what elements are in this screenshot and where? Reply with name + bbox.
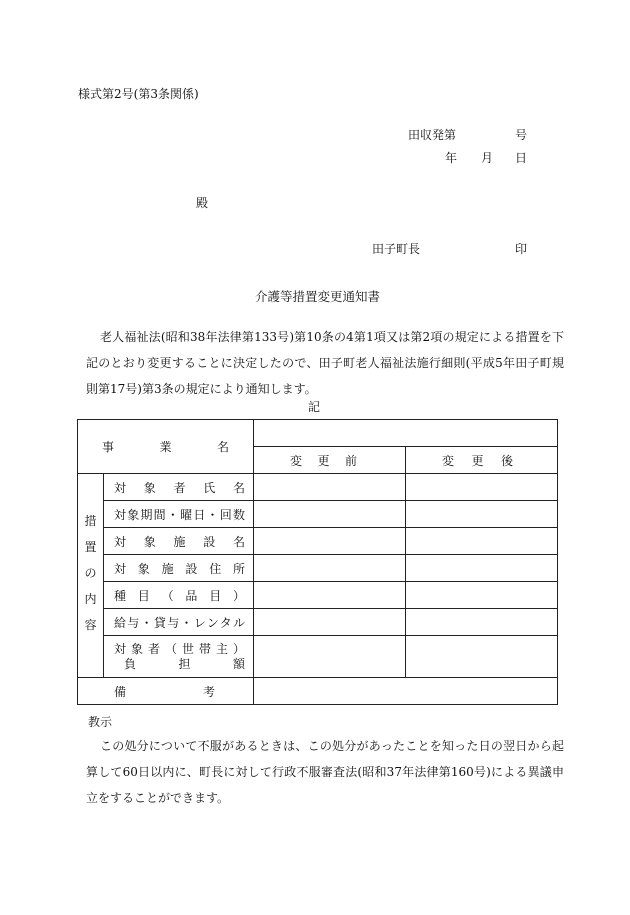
document-number-prefix: 田収発第 (408, 128, 457, 142)
cell-after (406, 528, 558, 555)
measure-content-char: 置 (84, 539, 97, 554)
notice-heading: 教示 (88, 715, 113, 729)
remarks-value (254, 678, 558, 705)
notice-paragraph: この処分について不服があるときは、この処分があったことを知った日の翌日から起算して60日以内に、町長に対して行政不服審査法(昭和37年法律第160号)による異議申立をすることができます。 (86, 739, 564, 805)
row-label-facility-address: 対象施設住所 (104, 555, 254, 582)
after-change-header: 変更後 (406, 447, 558, 474)
document-number-suffix: 号 (515, 128, 528, 142)
remarks-label: 備考 (78, 678, 254, 705)
cell-after (406, 582, 558, 609)
cell-before (254, 501, 406, 528)
row-label-period: 対象期間・曜日・回数 (104, 501, 254, 528)
cell-before (254, 636, 406, 678)
date-month: 月 (481, 151, 494, 165)
cell-before (254, 609, 406, 636)
business-name-value (254, 420, 558, 447)
cell-before (254, 474, 406, 501)
cell-before (254, 555, 406, 582)
date-day: 日 (515, 151, 528, 165)
measure-table (77, 419, 558, 705)
measure-content-label (78, 474, 104, 678)
cell-after (406, 474, 558, 501)
cell-before (254, 528, 406, 555)
document-title: 介護等措置変更通知書 (255, 289, 381, 304)
before-change-header: 変更前 (254, 447, 406, 474)
form-number: 様式第2号(第3条関係) (78, 87, 199, 101)
measure-content-char: 措 (84, 513, 97, 528)
body-paragraph: 老人福祉法(昭和38年法律第133号)第10条の4第1項又は第2項の規定による措置を下記のとおり変更することに決定したので、田子町老人福祉法施行細則(平成5年田子町規則第17号)第3条の規定により通知します。 (86, 330, 564, 396)
measure-content-char: 容 (84, 617, 97, 632)
burden-line-2: 負担額 (124, 656, 246, 671)
ki-mark: 記 (308, 400, 321, 414)
row-label-burden (104, 636, 254, 678)
cell-after (406, 501, 558, 528)
measure-content-char: の (84, 565, 97, 580)
cell-after (406, 555, 558, 582)
issuer-title: 田子町長 (372, 242, 421, 256)
row-label-item: 種目（品目） (104, 582, 254, 609)
row-label-facility-name: 対象施設名 (104, 528, 254, 555)
cell-before (254, 582, 406, 609)
row-label-provision: 給与・貸与・レンタル (104, 609, 254, 636)
business-name-label: 事業名 (78, 420, 254, 474)
seal-mark: 印 (515, 242, 528, 256)
burden-line-1: 対象者（世帯主） (114, 641, 246, 656)
addressee-honorific: 殿 (196, 196, 209, 210)
measure-content-char: 内 (84, 591, 97, 606)
cell-after (406, 609, 558, 636)
cell-after (406, 636, 558, 678)
date-year: 年 (445, 151, 458, 165)
row-label-subject-name: 対象者氏名 (104, 474, 254, 501)
